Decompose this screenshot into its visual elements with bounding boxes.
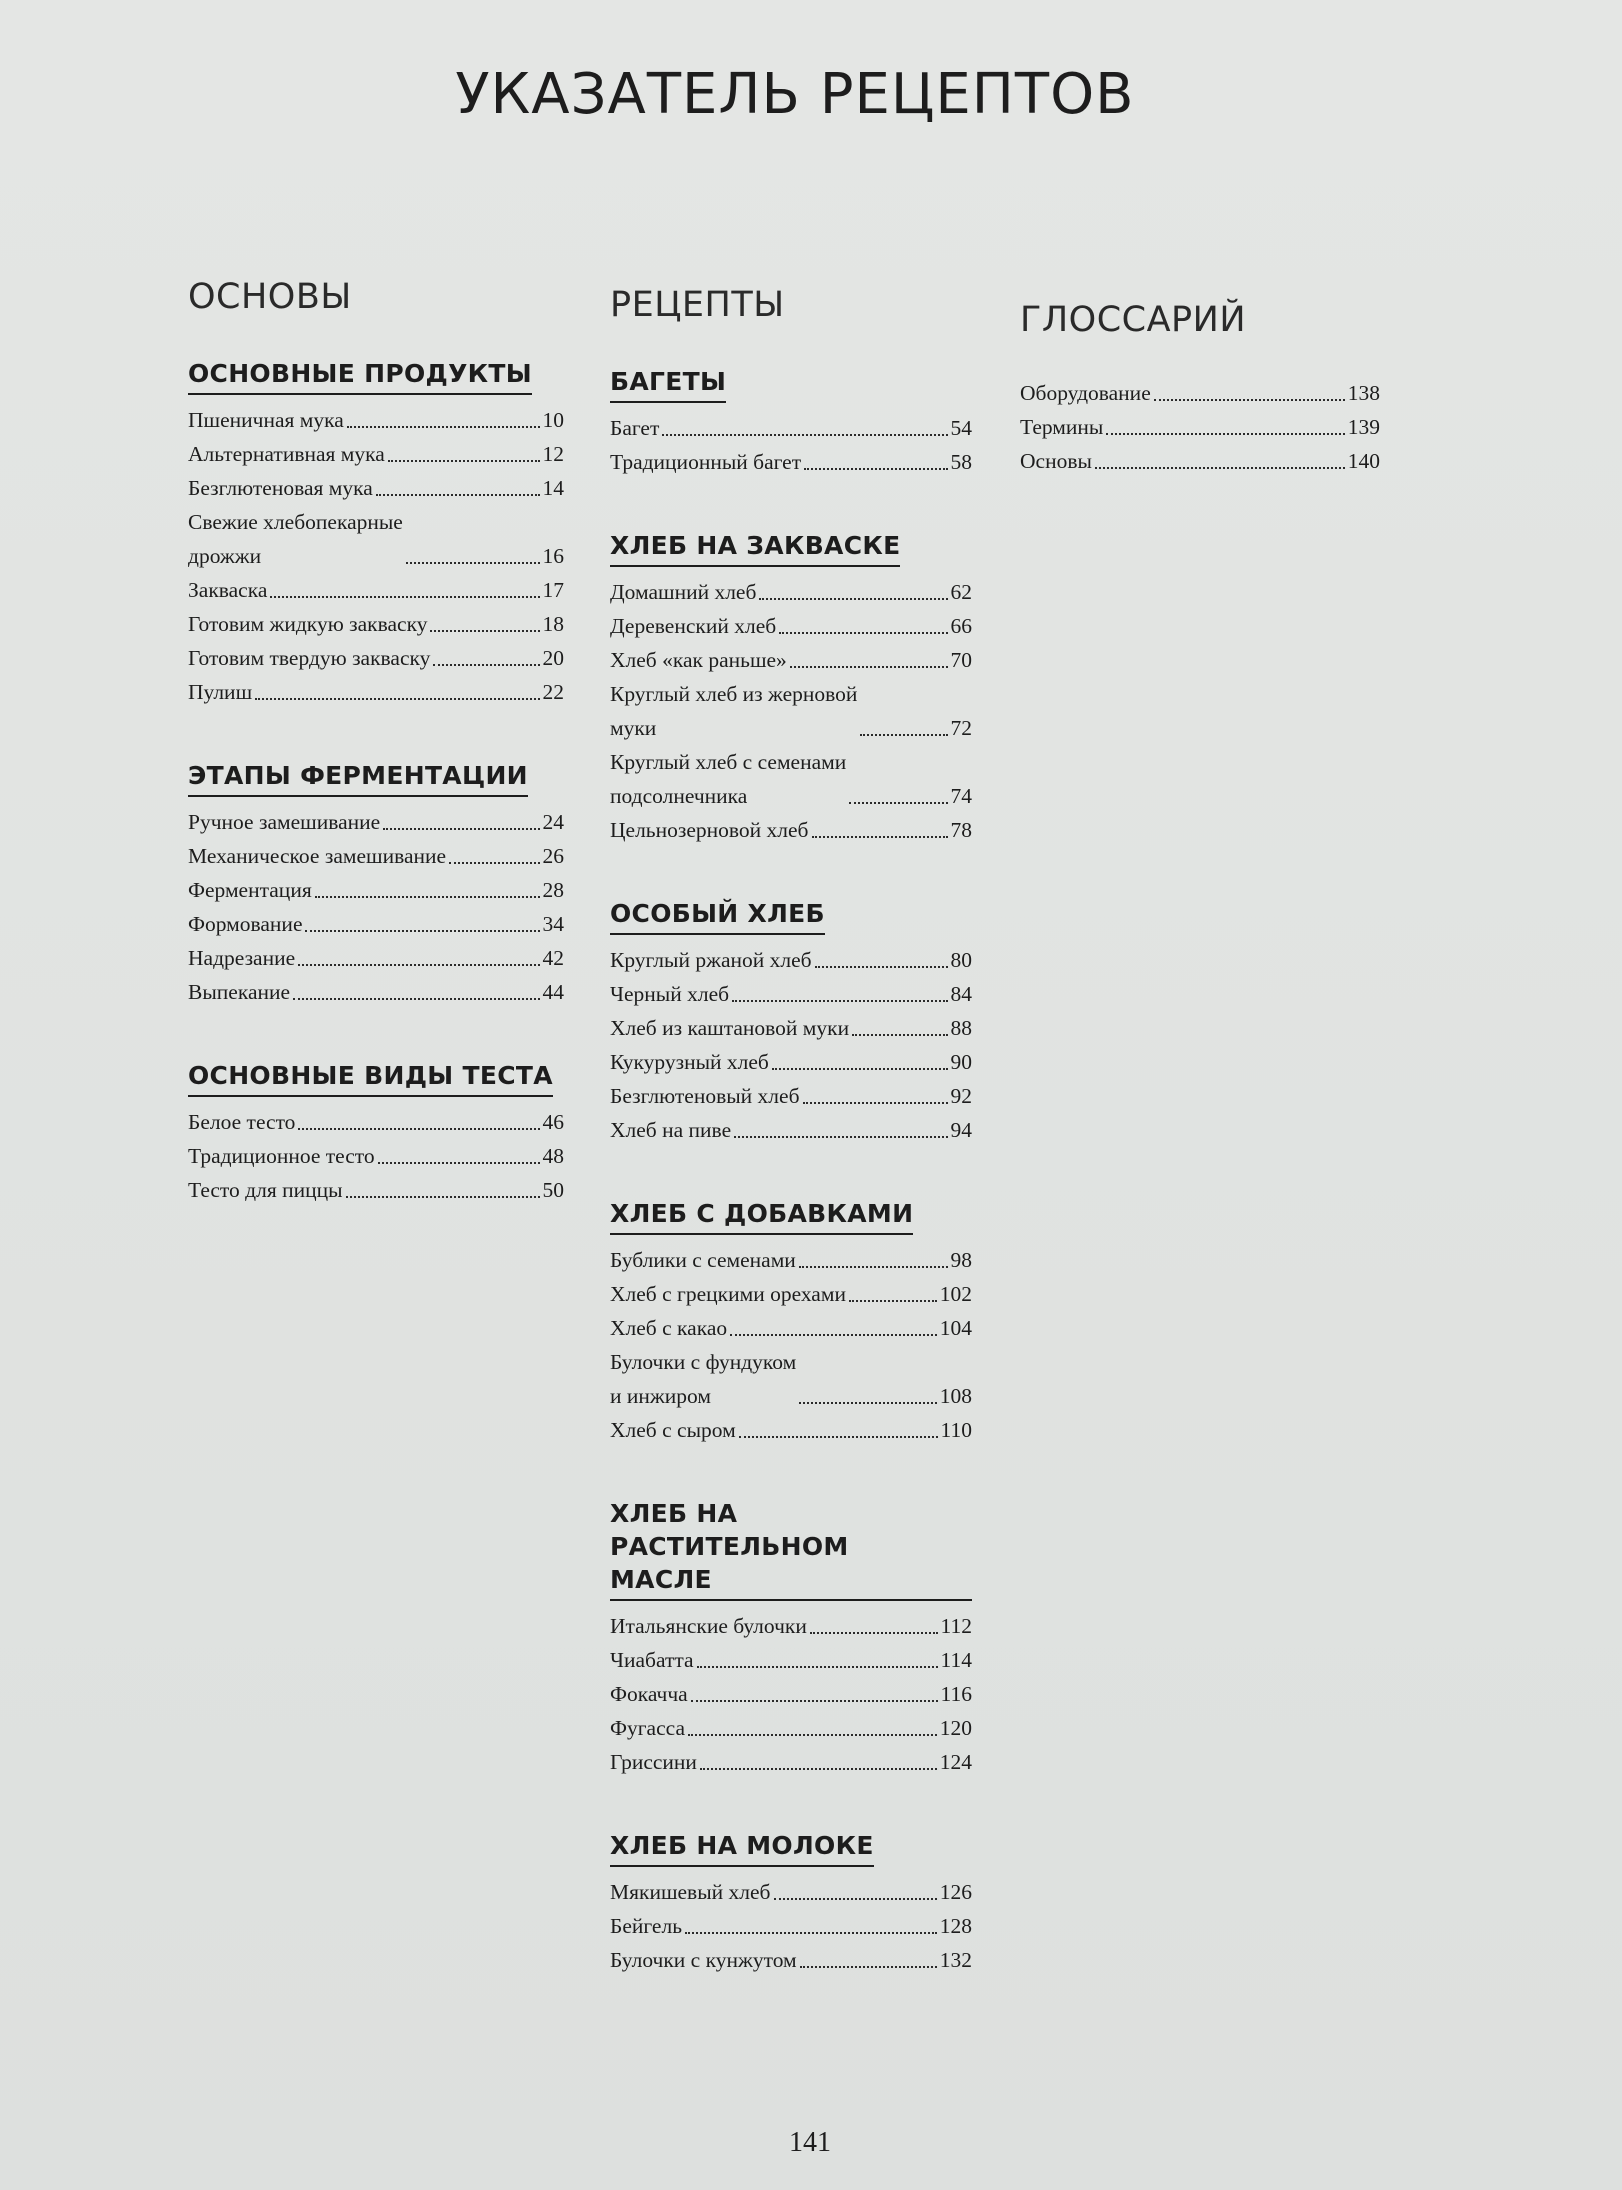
entry-page-number: 54: [950, 416, 972, 440]
index-entry[interactable]: [188, 607, 564, 641]
dot-leader: [433, 664, 539, 666]
dot-leader: [739, 1436, 938, 1438]
index-entry[interactable]: [610, 1909, 972, 1943]
entry-name: Круглый хлеб из жерновой муки: [610, 682, 858, 740]
entry-page-number: 62: [950, 580, 972, 604]
entry-name: Готовим жидкую закваску: [188, 612, 428, 636]
entry-page-number: 98: [950, 1248, 972, 1272]
column-glossary: [1020, 300, 1380, 478]
entry-page-number: 94: [950, 1118, 972, 1142]
index-entry[interactable]: [610, 1113, 972, 1147]
index-entry[interactable]: [610, 1643, 972, 1677]
entry-name: Традиционный багет: [610, 450, 802, 474]
dot-leader: [860, 734, 947, 736]
index-entry[interactable]: [188, 839, 564, 873]
entry-name: Безглютеновый хлеб: [610, 1084, 800, 1108]
index-entry[interactable]: [610, 1345, 972, 1413]
entry-name: Ферментация: [188, 878, 312, 902]
dot-leader: [803, 1102, 948, 1104]
entry-name: Хлеб из каштановой муки: [610, 1016, 850, 1040]
index-entry[interactable]: [1020, 376, 1380, 410]
index-entry[interactable]: [610, 1243, 972, 1277]
index-entry[interactable]: [610, 643, 972, 677]
dot-leader: [1154, 399, 1345, 401]
entry-name: Хлеб с сыром: [610, 1418, 736, 1442]
index-entry[interactable]: [610, 1311, 972, 1345]
entry-page-number: 10: [542, 408, 564, 432]
entry-name: Булочки с фундуком и инжиром: [610, 1350, 797, 1408]
page-number: 141: [789, 2127, 831, 2158]
index-section: [188, 357, 564, 709]
entry-page-number: 140: [1347, 449, 1380, 473]
entry-page-number: 46: [542, 1110, 564, 1134]
entry-page-number: 88: [950, 1016, 972, 1040]
entry-page-number: 120: [939, 1716, 972, 1740]
index-entry[interactable]: [610, 1277, 972, 1311]
entry-page-number: 128: [939, 1914, 972, 1938]
entry-page-number: 126: [939, 1880, 972, 1904]
dot-leader: [298, 964, 539, 966]
entry-page-number: 42: [542, 946, 564, 970]
entry-name: Готовим твердую закваску: [188, 646, 431, 670]
entry-name: Закваска: [188, 578, 268, 602]
index-entry[interactable]: [610, 1943, 972, 1977]
entry-page-number: 108: [939, 1384, 972, 1408]
index-entry[interactable]: [188, 975, 564, 1009]
entry-name: Цельнозерновой хлеб: [610, 818, 809, 842]
dot-leader: [315, 896, 540, 898]
entry-name: Выпекание: [188, 980, 291, 1004]
entry-page-number: 14: [542, 476, 564, 500]
entry-name: Пулиш: [188, 680, 253, 704]
dot-leader: [293, 998, 539, 1000]
entry-name: Хлеб с какао: [610, 1316, 728, 1340]
dot-leader: [799, 1402, 937, 1404]
index-section: [610, 1197, 972, 1447]
entry-page-number: 18: [542, 612, 564, 636]
dot-leader: [406, 562, 540, 564]
index-entry[interactable]: [188, 403, 564, 437]
index-entry[interactable]: [610, 609, 972, 643]
index-entry[interactable]: [188, 941, 564, 975]
dot-leader: [378, 1162, 540, 1164]
index-section: [610, 365, 972, 479]
entry-name: Фокачча: [610, 1682, 688, 1706]
index-entry[interactable]: [188, 805, 564, 839]
dot-leader: [1095, 467, 1345, 469]
entry-name: Деревенский хлеб: [610, 614, 777, 638]
index-entry[interactable]: [188, 1173, 564, 1207]
entry-page-number: 72: [950, 716, 972, 740]
dot-leader: [346, 1196, 540, 1198]
index-entry[interactable]: [610, 813, 972, 847]
entry-name: Традиционное тесто: [188, 1144, 375, 1168]
index-entry[interactable]: [188, 641, 564, 675]
entry-name: Булочки с кунжутом: [610, 1948, 797, 1972]
index-entry[interactable]: [188, 1139, 564, 1173]
dot-leader: [815, 966, 948, 968]
entry-page-number: 110: [940, 1418, 972, 1442]
index-section: [610, 529, 972, 847]
dot-leader: [759, 598, 947, 600]
entry-name: Итальянские булочки: [610, 1614, 807, 1638]
index-section: [610, 897, 972, 1147]
index-entry[interactable]: [610, 411, 972, 445]
entry-name: Безглютеновая мука: [188, 476, 373, 500]
entry-page-number: 92: [950, 1084, 972, 1108]
entry-page-number: 44: [542, 980, 564, 1004]
index-entry[interactable]: [188, 907, 564, 941]
entry-name: Надрезание: [188, 946, 296, 970]
index-entry[interactable]: [188, 505, 564, 573]
section-title: ЭТАПЫ ФЕРМЕНТАЦИИ: [188, 759, 528, 797]
index-section: [610, 1829, 972, 1977]
index-entry[interactable]: [610, 445, 972, 479]
column-heading: ГЛОССАРИЙ: [1020, 300, 1247, 340]
dot-leader: [662, 434, 947, 436]
entry-name: Основы: [1020, 449, 1092, 473]
section-title: ХЛЕБ НА ЗАКВАСКЕ: [610, 529, 900, 567]
entry-page-number: 66: [950, 614, 972, 638]
entry-page-number: 104: [939, 1316, 972, 1340]
entry-name: Формование: [188, 912, 303, 936]
entry-name: Фугасса: [610, 1716, 685, 1740]
dot-leader: [700, 1768, 937, 1770]
entry-page-number: 84: [950, 982, 972, 1006]
entry-page-number: 22: [542, 680, 564, 704]
index-entry[interactable]: [610, 1045, 972, 1079]
entry-page-number: 90: [950, 1050, 972, 1074]
entry-name: Домашний хлеб: [610, 580, 757, 604]
index-section: [610, 1497, 972, 1779]
entry-page-number: 70: [950, 648, 972, 672]
entry-page-number: 116: [940, 1682, 972, 1706]
entry-page-number: 138: [1347, 381, 1380, 405]
entry-name: Термины: [1020, 415, 1104, 439]
index-entry[interactable]: [188, 675, 564, 709]
entry-name: Тесто для пиццы: [188, 1178, 343, 1202]
entry-page-number: 48: [542, 1144, 564, 1168]
index-entry[interactable]: [1020, 410, 1380, 444]
entry-page-number: 78: [950, 818, 972, 842]
section-title: ХЛЕБ НА МОЛОКЕ: [610, 1829, 874, 1867]
entry-name: Пшеничная мука: [188, 408, 344, 432]
index-entry[interactable]: [610, 1745, 972, 1779]
section-title: ОСНОВНЫЕ ПРОДУКТЫ: [188, 357, 532, 395]
entry-page-number: 28: [542, 878, 564, 902]
entry-name: Свежие хлебопекарные дрожжи: [188, 510, 403, 568]
dot-leader: [849, 1300, 937, 1302]
index-entry[interactable]: [610, 1677, 972, 1711]
index-entry[interactable]: [610, 1711, 972, 1745]
entry-page-number: 16: [542, 544, 564, 568]
dot-leader: [305, 930, 539, 932]
dot-leader: [691, 1700, 938, 1702]
entry-page-number: 20: [542, 646, 564, 670]
index-entry[interactable]: [610, 1413, 972, 1447]
column-osnovy: [188, 277, 564, 1207]
entry-name: Круглый ржаной хлеб: [610, 948, 812, 972]
entry-name: Бублики с семенами: [610, 1248, 796, 1272]
entry-name: Ручное замешивание: [188, 810, 381, 834]
dot-leader: [449, 862, 539, 864]
dot-leader: [799, 1266, 948, 1268]
entry-page-number: 124: [939, 1750, 972, 1774]
entry-name: Гриссини: [610, 1750, 697, 1774]
dot-leader: [772, 1068, 948, 1070]
dot-leader: [688, 1734, 937, 1736]
dot-leader: [774, 1898, 937, 1900]
index-entry[interactable]: [610, 575, 972, 609]
dot-leader: [804, 468, 947, 470]
dot-leader: [790, 666, 948, 668]
entry-name: Белое тесто: [188, 1110, 296, 1134]
index-entry[interactable]: [188, 471, 564, 505]
index-entry[interactable]: [610, 1609, 972, 1643]
dot-leader: [1106, 433, 1344, 435]
entry-page-number: 74: [950, 784, 972, 808]
index-entry[interactable]: [610, 977, 972, 1011]
dot-leader: [852, 1034, 947, 1036]
index-entry[interactable]: [610, 1875, 972, 1909]
dot-leader: [383, 828, 539, 830]
dot-leader: [298, 1128, 539, 1130]
entry-name: Бейгель: [610, 1914, 683, 1938]
entry-name: Хлеб на пиве: [610, 1118, 732, 1142]
entry-page-number: 112: [940, 1614, 972, 1638]
entry-page-number: 58: [950, 450, 972, 474]
dot-leader: [270, 596, 539, 598]
entry-name: Кукурузный хлеб: [610, 1050, 769, 1074]
dot-leader: [730, 1334, 937, 1336]
page-title: УКАЗАТЕЛЬ РЕЦЕПТОВ: [455, 62, 1135, 127]
section-title: ХЛЕБ С ДОБАВКАМИ: [610, 1197, 913, 1235]
index-entry[interactable]: [610, 1011, 972, 1045]
entry-name: Черный хлеб: [610, 982, 730, 1006]
index-entry[interactable]: [188, 573, 564, 607]
entry-page-number: 12: [542, 442, 564, 466]
dot-leader: [734, 1136, 947, 1138]
entry-page-number: 80: [950, 948, 972, 972]
entry-name: Мякишевый хлеб: [610, 1880, 771, 1904]
entry-page-number: 17: [542, 578, 564, 602]
dot-leader: [812, 836, 948, 838]
dot-leader: [810, 1632, 938, 1634]
column-heading: ОСНОВЫ: [188, 277, 352, 317]
entry-name: Чиабатта: [610, 1648, 694, 1672]
index-entry[interactable]: [188, 873, 564, 907]
index-entry[interactable]: [188, 1105, 564, 1139]
index-entry[interactable]: [1020, 444, 1380, 478]
entry-name: Хлеб с грецкими орехами: [610, 1282, 846, 1306]
index-section: [188, 759, 564, 1009]
dot-leader: [685, 1932, 937, 1934]
entry-page-number: 50: [542, 1178, 564, 1202]
dot-leader: [430, 630, 539, 632]
entry-name: Альтернативная мука: [188, 442, 385, 466]
section-title: ОСОБЫЙ ХЛЕБ: [610, 897, 825, 935]
dot-leader: [779, 632, 947, 634]
index-section: [1020, 376, 1380, 478]
entry-page-number: 102: [939, 1282, 972, 1306]
entry-page-number: 26: [542, 844, 564, 868]
index-entry[interactable]: [610, 677, 972, 745]
dot-leader: [255, 698, 539, 700]
entry-page-number: 139: [1347, 415, 1380, 439]
column-recepty: [610, 285, 972, 1977]
entry-name: Хлеб «как раньше»: [610, 648, 787, 672]
index-entry[interactable]: [610, 943, 972, 977]
entry-name: Круглый хлеб с семенами подсолнечника: [610, 750, 847, 808]
index-entry[interactable]: [610, 745, 972, 813]
dot-leader: [376, 494, 540, 496]
column-heading: РЕЦЕПТЫ: [610, 285, 785, 325]
entry-page-number: 132: [939, 1948, 972, 1972]
entry-name: Механическое замешивание: [188, 844, 447, 868]
entry-page-number: 24: [542, 810, 564, 834]
entry-page-number: 34: [542, 912, 564, 936]
dot-leader: [388, 460, 540, 462]
index-entry[interactable]: [188, 437, 564, 471]
dot-leader: [800, 1966, 937, 1968]
dot-leader: [697, 1666, 938, 1668]
section-title: ОСНОВНЫЕ ВИДЫ ТЕСТА: [188, 1059, 553, 1097]
entry-name: Оборудование: [1020, 381, 1151, 405]
entry-name: Багет: [610, 416, 660, 440]
index-entry[interactable]: [610, 1079, 972, 1113]
section-title: БАГЕТЫ: [610, 365, 726, 403]
dot-leader: [849, 802, 947, 804]
dot-leader: [347, 426, 540, 428]
entry-page-number: 114: [940, 1648, 972, 1672]
dot-leader: [732, 1000, 947, 1002]
index-section: [188, 1059, 564, 1207]
section-title: ХЛЕБ НА РАСТИТЕЛЬНОМ МАСЛЕ: [610, 1497, 972, 1601]
